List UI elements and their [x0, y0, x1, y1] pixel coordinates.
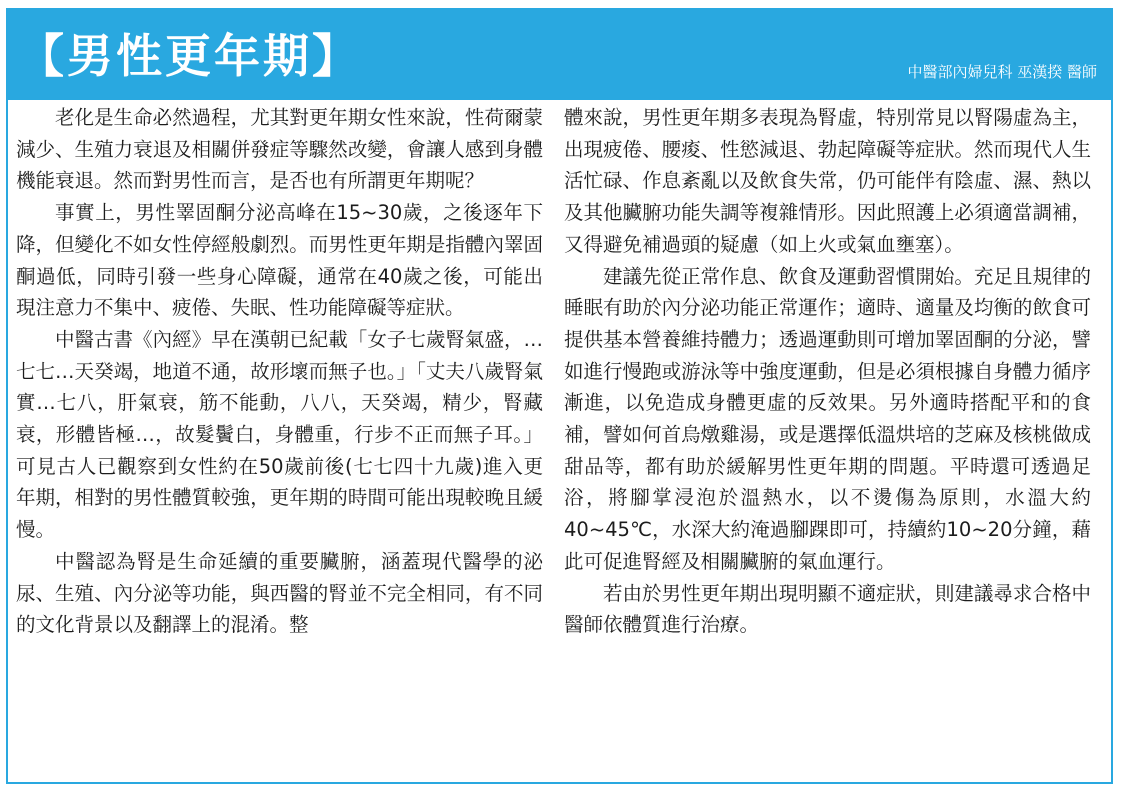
paragraph-continuation: 體來說，男性更年期多表現為腎虛，特別常見以腎陽虛為主，出現疲倦、腰痠、性慾減退、勃起障礙等症狀。然而現代人生活忙碌、作息紊亂以及飲食失常，仍可能伴有陰虛、濕、熱以及其他臟腑功能失調等複雜情形。因此照護上必須適當調補，又得避免補過頭的疑慮（如上火或氣血壅塞）。: [564, 106, 1091, 256]
paragraph: 老化是生命必然過程，尤其對更年期女性來說，性荷爾蒙減少、生殖力衰退及相關併發症等驟然改變，會讓人感到身體機能衰退。然而對男性而言，是否也有所謂更年期呢？: [16, 106, 543, 193]
article-body: [16, 102, 1091, 766]
article-column-right: [564, 102, 1091, 766]
paragraph: 中醫古書《內經》早在漢朝已紀載「女子七歲腎氣盛，…七七…天癸竭，地道不通，故形壞而無子也。」「丈夫八歲腎氣實…七八，肝氣衰，筋不能動，八八，天癸竭，精少，腎藏衰，形體皆極…，故髮鬢白，身體重，行步不正而無子耳。」可見古人已觀察到女性約在50歲前後(七七四十九歲)進入更年期，相對的男性體質較強，更年期的時間可能出現較晚且緩慢。: [16, 327, 543, 542]
article-column-left: [16, 102, 543, 766]
title-banner: [8, 10, 1111, 100]
paragraph: 建議先從正常作息、飲食及運動習慣開始。充足且規律的睡眠有助於內分泌功能正常運作；適時、適量及均衡的飲食可提供基本營養維持體力；透過運動則可增加睪固酮的分泌，譬如進行慢跑或游泳等中強度運動，但是必須根據自身體力循序漸進，以免造成身體更虛的反效果。另外適時搭配平和的食補，譬如何首烏燉雞湯，或是選擇低溫烘培的芝麻及核桃做成甜品等，都有助於緩解男性更年期的問題。平時還可透過足浴，將腳掌浸泡於溫熱水，以不燙傷為原則，水溫大約40~45℃，水深大約淹過腳踝即可，持續約10~20分鐘，藉此可促進腎經及相關臟腑的氣血運行。: [564, 264, 1091, 573]
author-byline: 中醫部內婦兒科 巫漢揆 醫師: [907, 63, 1097, 81]
paragraph: 事實上，男性睪固酮分泌高峰在15~30歲，之後逐年下降，但變化不如女性停經般劇烈。而男性更年期是指體內睪固酮過低，同時引發一些身心障礙，通常在40歲之後，可能出現注意力不集中、疲倦、失眠、性功能障礙等症狀。: [16, 201, 543, 320]
paragraph: 若由於男性更年期出現明顯不適症狀，則建議尋求合格中醫師依體質進行治療。: [564, 581, 1091, 637]
page-title: 【男性更年期】: [18, 29, 361, 83]
paragraph: 中醫認為腎是生命延續的重要臟腑，涵蓋現代醫學的泌尿、生殖、內分泌等功能，與西醫的腎並不完全相同，有不同的文化背景以及翻譯上的混淆。整: [16, 549, 543, 637]
